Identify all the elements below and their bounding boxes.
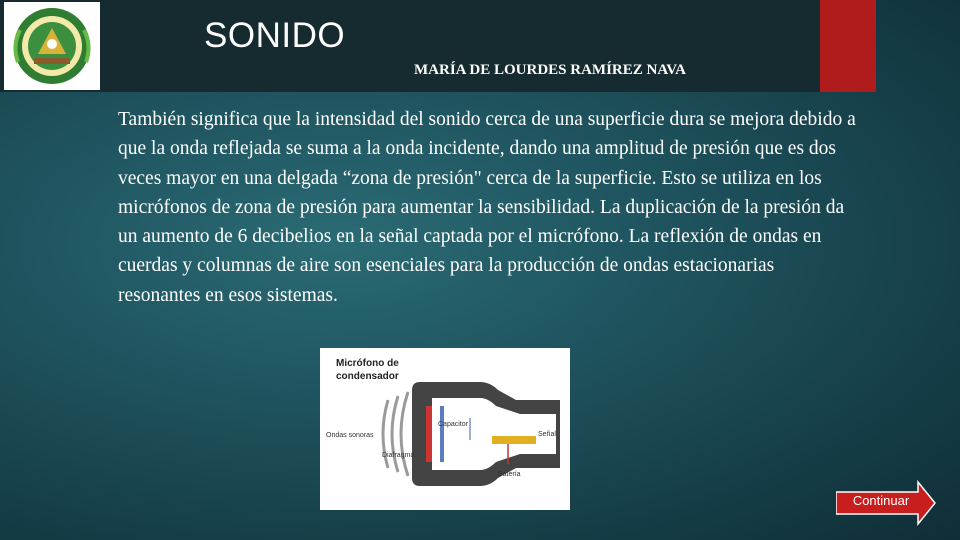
label-battery: Batería (498, 471, 521, 478)
condenser-microphone-diagram (320, 348, 570, 510)
continue-label: Continuar (852, 493, 910, 508)
accent-bar (820, 0, 876, 92)
label-diaphragm: Diafragma (382, 452, 415, 459)
label-signal: Señal (538, 431, 556, 438)
figure-title-1: Micrófono de (336, 358, 399, 369)
continue-button[interactable] (836, 480, 936, 526)
page-title: SONIDO (204, 16, 346, 55)
figure-title-2: condensador (336, 371, 399, 382)
label-capacitor: Capacitor (438, 421, 468, 428)
coat-of-arms-logo (4, 2, 100, 90)
author-name: MARÍA DE LOURDES RAMÍREZ NAVA (414, 62, 686, 78)
body-paragraph: También significa que la intensidad del sonido cerca de una superficie dura se mejora debido a que la onda reflejada se suma a la onda incidente, dando una amplitud de presión que es dos veces mayor en una delgada “zona de presión" cerca de la superficie. Esto se utiliza en los micrófonos de zona de presión para aumentar la sensibilidad. La duplicación de la presión da un aumento de 6 decibelios en la señal captada por el micrófono. La reflexión de ondas en cuerdas y columnas de aire son esenciales para la producción de ondas estacionarias resonantes en esos sistemas. (118, 109, 856, 306)
label-sound-waves: Ondas sonoras (326, 432, 374, 439)
